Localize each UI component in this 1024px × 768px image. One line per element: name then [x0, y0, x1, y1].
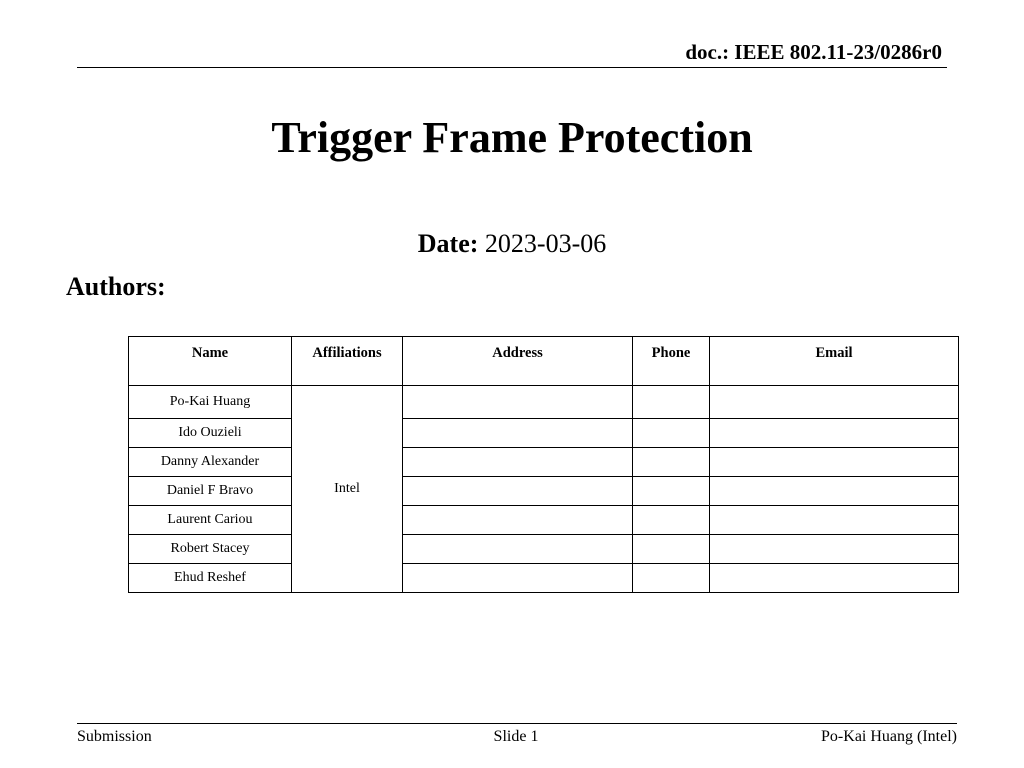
author-name: Ido Ouzieli [129, 419, 292, 448]
author-email [710, 419, 959, 448]
authors-heading: Authors: [66, 272, 166, 301]
author-name: Ehud Reshef [129, 564, 292, 593]
author-name: Daniel F Bravo [129, 477, 292, 506]
author-phone [633, 386, 710, 419]
footer-author: Po-Kai Huang (Intel) [821, 728, 957, 745]
authors-table [128, 336, 959, 593]
author-address [403, 448, 633, 477]
table-row [129, 535, 959, 564]
footer-submission: Submission [77, 728, 152, 745]
author-name: Laurent Cariou [129, 506, 292, 535]
table-row [129, 564, 959, 593]
author-name: Danny Alexander [129, 448, 292, 477]
author-address [403, 506, 633, 535]
author-phone [633, 448, 710, 477]
author-phone [633, 477, 710, 506]
table-header-row [129, 337, 959, 386]
column-header-address: Address [403, 337, 633, 386]
author-email [710, 477, 959, 506]
table-row [129, 506, 959, 535]
author-phone [633, 506, 710, 535]
author-phone [633, 419, 710, 448]
column-header-phone: Phone [633, 337, 710, 386]
slide-title: Trigger Frame Protection [271, 113, 753, 162]
date-line [0, 229, 1024, 259]
author-email [710, 535, 959, 564]
column-header-email: Email [710, 337, 959, 386]
author-address [403, 535, 633, 564]
author-address [403, 419, 633, 448]
author-address [403, 386, 633, 419]
footer-slide-number: Slide 1 [493, 728, 539, 745]
author-name: Robert Stacey [129, 535, 292, 564]
author-email [710, 564, 959, 593]
date-value: 2023-03-06 [484, 229, 607, 258]
table-row [129, 477, 959, 506]
author-email [710, 386, 959, 419]
author-phone [633, 535, 710, 564]
author-affiliation: Intel [292, 386, 403, 593]
author-phone [633, 564, 710, 593]
author-email [710, 506, 959, 535]
author-address [403, 477, 633, 506]
table-row [129, 448, 959, 477]
table-row [129, 419, 959, 448]
column-header-name: Name [129, 337, 292, 386]
footer-divider [77, 723, 957, 724]
author-name: Po-Kai Huang [129, 386, 292, 419]
table-row [129, 386, 959, 419]
header-divider [77, 67, 947, 68]
document-id: doc.: IEEE 802.11-23/0286r0 [685, 40, 942, 64]
author-email [710, 448, 959, 477]
column-header-affiliations: Affiliations [292, 337, 403, 386]
date-label: Date: [417, 229, 479, 258]
author-address [403, 564, 633, 593]
